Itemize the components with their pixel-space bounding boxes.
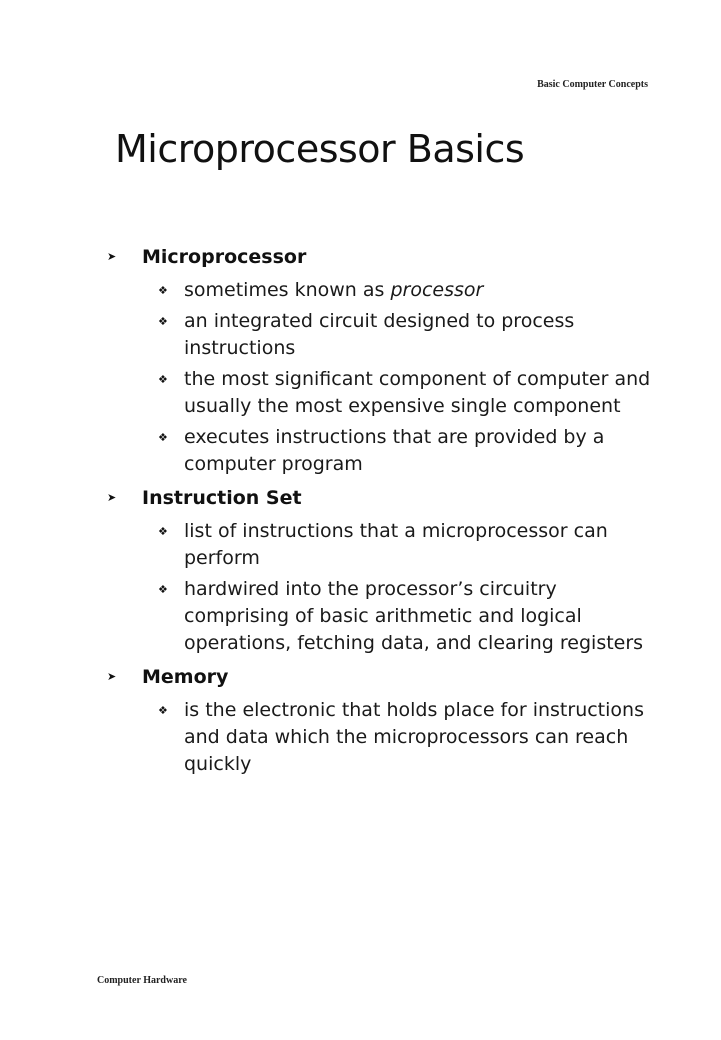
diamond-bullet-icon: ❖	[158, 704, 168, 717]
diamond-bullet-icon: ❖	[158, 431, 168, 444]
bullet-list	[107, 277, 667, 478]
section-instruction-set	[107, 484, 667, 657]
list-item	[107, 697, 667, 778]
section-heading-text: Memory	[142, 666, 229, 688]
list-item	[107, 308, 667, 362]
bullet-list	[107, 518, 667, 657]
list-item	[107, 518, 667, 572]
bullet-text: the most significant component of computer and usually the most expensive single component	[184, 368, 651, 417]
diamond-bullet-icon: ❖	[158, 284, 168, 297]
diamond-bullet-icon: ❖	[158, 373, 168, 386]
bullet-text: hardwired into the processor’s circuitry comprising of basic arithmetic and logical operations, fetching data, and clearing registers	[184, 578, 644, 654]
running-footer: Computer Hardware	[97, 975, 187, 986]
list-item	[107, 277, 667, 304]
section-heading-text: Microprocessor	[142, 246, 307, 268]
running-header: Basic Computer Concepts	[537, 79, 648, 90]
diamond-bullet-icon: ❖	[158, 583, 168, 596]
section-heading	[107, 663, 667, 691]
section-microprocessor	[107, 243, 667, 478]
bullet-list	[107, 697, 667, 778]
bullet-text: an integrated circuit designed to process instructions	[184, 310, 575, 359]
diamond-bullet-icon: ❖	[158, 525, 168, 538]
arrow-bullet-icon: ➤	[107, 670, 117, 683]
page-title: Microprocessor Basics	[115, 127, 525, 171]
bullet-text: list of instructions that a microprocessor can perform	[184, 520, 608, 569]
section-heading	[107, 484, 667, 512]
diamond-bullet-icon: ❖	[158, 315, 168, 328]
section-heading-text: Instruction Set	[142, 487, 302, 509]
outline	[107, 243, 667, 784]
section-heading	[107, 243, 667, 271]
list-item	[107, 424, 667, 478]
list-item	[107, 576, 667, 657]
list-item	[107, 366, 667, 420]
arrow-bullet-icon: ➤	[107, 250, 117, 263]
section-memory	[107, 663, 667, 778]
bullet-text: is the electronic that holds place for instructions and data which the microprocessors can reach quickly	[184, 699, 644, 775]
bullet-text: sometimes known as processor	[184, 279, 484, 301]
italic-term: processor	[390, 279, 484, 301]
bullet-text: executes instructions that are provided by a computer program	[184, 426, 605, 475]
arrow-bullet-icon: ➤	[107, 491, 117, 504]
